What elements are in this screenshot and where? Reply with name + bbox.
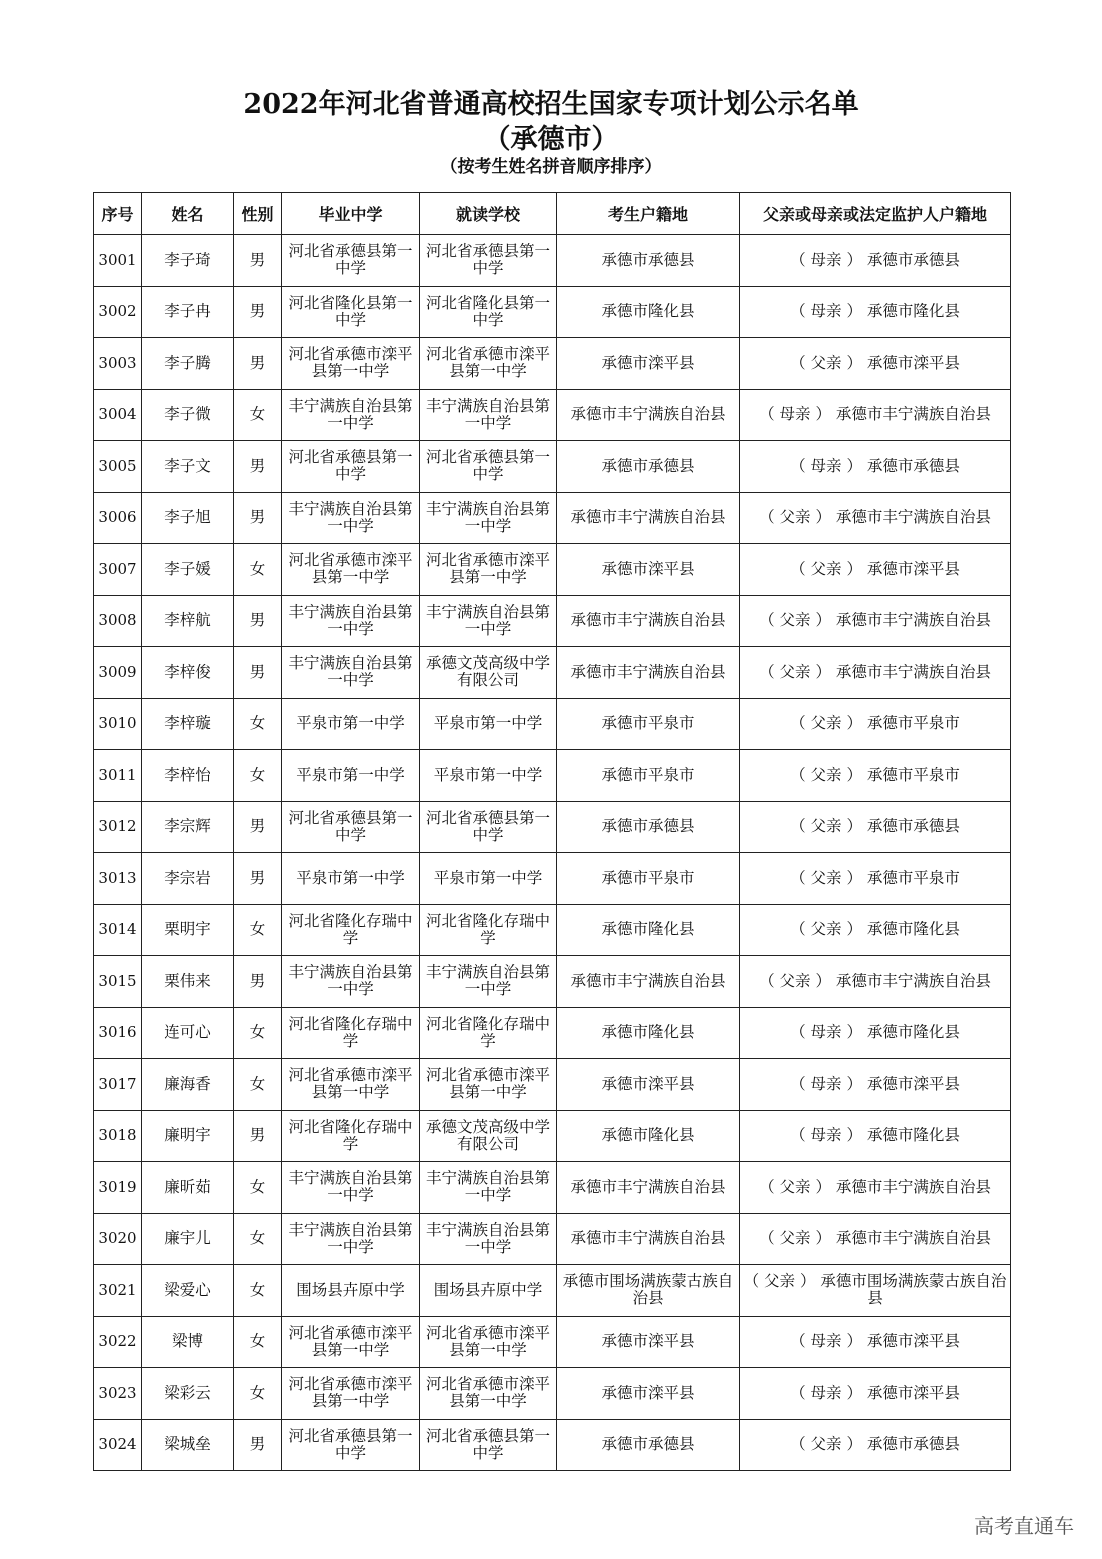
- cell-graduated-school: 平泉市第一中学: [282, 853, 420, 905]
- cell-seq: 3018: [94, 1110, 142, 1162]
- cell-graduated-school: 河北省隆化县第一中学: [282, 286, 420, 338]
- cell-seq: 3002: [94, 286, 142, 338]
- cell-seq: 3010: [94, 698, 142, 750]
- cell-graduated-school: 河北省隆化存瑞中学: [282, 904, 420, 956]
- cell-seq: 3019: [94, 1162, 142, 1214]
- cell-gender: 男: [234, 647, 282, 699]
- cell-parent-residence: （ 父亲 ） 承德市承德县: [740, 1419, 1011, 1471]
- cell-graduated-school: 平泉市第一中学: [282, 698, 420, 750]
- cell-graduated-school: 丰宁满族自治县第一中学: [282, 389, 420, 441]
- cell-parent-residence: （ 母亲 ） 承德市滦平县: [740, 1316, 1011, 1368]
- cell-parent-residence: （ 父亲 ） 承德市丰宁满族自治县: [740, 492, 1011, 544]
- cell-gender: 男: [234, 595, 282, 647]
- table-row: [94, 595, 1011, 647]
- cell-name: 李子琦: [142, 235, 234, 287]
- table-row: [94, 1419, 1011, 1471]
- cell-graduated-school: 平泉市第一中学: [282, 750, 420, 802]
- header-seq: 序号: [94, 193, 142, 235]
- table-row: [94, 338, 1011, 390]
- cell-student-residence: 承德市隆化县: [557, 904, 740, 956]
- cell-student-residence: 承德市丰宁满族自治县: [557, 595, 740, 647]
- table-row: [94, 492, 1011, 544]
- cell-gender: 女: [234, 904, 282, 956]
- cell-seq: 3015: [94, 956, 142, 1008]
- cell-student-residence: 承德市丰宁满族自治县: [557, 956, 740, 1008]
- cell-name: 李子旭: [142, 492, 234, 544]
- cell-parent-residence: （ 母亲 ） 承德市隆化县: [740, 1110, 1011, 1162]
- cell-parent-residence: （ 母亲 ） 承德市滦平县: [740, 1368, 1011, 1420]
- cell-parent-residence: （ 父亲 ） 承德市平泉市: [740, 698, 1011, 750]
- cell-graduated-school: 围场县卉原中学: [282, 1265, 420, 1317]
- cell-student-residence: 承德市隆化县: [557, 286, 740, 338]
- cell-name: 栗明宇: [142, 904, 234, 956]
- header-current-school: 就读学校: [420, 193, 557, 235]
- header-name: 姓名: [142, 193, 234, 235]
- table-row: [94, 647, 1011, 699]
- cell-gender: 女: [234, 698, 282, 750]
- cell-gender: 女: [234, 1316, 282, 1368]
- cell-name: 李宗岩: [142, 853, 234, 905]
- cell-seq: 3017: [94, 1059, 142, 1111]
- cell-seq: 3020: [94, 1213, 142, 1265]
- cell-seq: 3011: [94, 750, 142, 802]
- cell-seq: 3004: [94, 389, 142, 441]
- cell-student-residence: 承德市承德县: [557, 235, 740, 287]
- cell-seq: 3024: [94, 1419, 142, 1471]
- cell-gender: 男: [234, 1110, 282, 1162]
- cell-gender: 女: [234, 750, 282, 802]
- cell-seq: 3006: [94, 492, 142, 544]
- cell-gender: 男: [234, 492, 282, 544]
- cell-gender: 男: [234, 801, 282, 853]
- cell-student-residence: 承德市隆化县: [557, 1007, 740, 1059]
- cell-parent-residence: （ 父亲 ） 承德市平泉市: [740, 853, 1011, 905]
- cell-parent-residence: （ 父亲 ） 承德市丰宁满族自治县: [740, 956, 1011, 1008]
- cell-current-school: 河北省承德县第一中学: [420, 1419, 557, 1471]
- roster-table: [93, 192, 1011, 1471]
- cell-current-school: 丰宁满族自治县第一中学: [420, 956, 557, 1008]
- cell-parent-residence: （ 父亲 ） 承德市丰宁满族自治县: [740, 595, 1011, 647]
- cell-student-residence: 承德市丰宁满族自治县: [557, 389, 740, 441]
- cell-graduated-school: 河北省承德市滦平县第一中学: [282, 338, 420, 390]
- cell-student-residence: 承德市隆化县: [557, 1110, 740, 1162]
- cell-gender: 女: [234, 1265, 282, 1317]
- cell-graduated-school: 河北省承德县第一中学: [282, 235, 420, 287]
- cell-name: 李梓怡: [142, 750, 234, 802]
- cell-student-residence: 承德市滦平县: [557, 1059, 740, 1111]
- table-row: [94, 801, 1011, 853]
- cell-gender: 女: [234, 1162, 282, 1214]
- cell-parent-residence: （ 父亲 ） 承德市滦平县: [740, 544, 1011, 596]
- cell-current-school: 丰宁满族自治县第一中学: [420, 1162, 557, 1214]
- cell-gender: 女: [234, 1007, 282, 1059]
- cell-gender: 女: [234, 1059, 282, 1111]
- cell-current-school: 河北省承德市滦平县第一中学: [420, 338, 557, 390]
- cell-seq: 3022: [94, 1316, 142, 1368]
- cell-current-school: 河北省承德市滦平县第一中学: [420, 1316, 557, 1368]
- cell-gender: 女: [234, 544, 282, 596]
- cell-current-school: 河北省隆化存瑞中学: [420, 1007, 557, 1059]
- cell-student-residence: 承德市平泉市: [557, 750, 740, 802]
- watermark: 高考直通车: [974, 1514, 1074, 1538]
- cell-seq: 3016: [94, 1007, 142, 1059]
- cell-graduated-school: 河北省隆化存瑞中学: [282, 1007, 420, 1059]
- cell-student-residence: 承德市承德县: [557, 801, 740, 853]
- table-row: [94, 1110, 1011, 1162]
- cell-gender: 女: [234, 1368, 282, 1420]
- cell-seq: 3014: [94, 904, 142, 956]
- cell-student-residence: 承德市滦平县: [557, 544, 740, 596]
- cell-parent-residence: （ 父亲 ） 承德市丰宁满族自治县: [740, 1162, 1011, 1214]
- table-row: [94, 441, 1011, 493]
- cell-parent-residence: （ 父亲 ） 承德市滦平县: [740, 338, 1011, 390]
- table-row: [94, 544, 1011, 596]
- cell-name: 李梓航: [142, 595, 234, 647]
- table-row: [94, 286, 1011, 338]
- cell-current-school: 丰宁满族自治县第一中学: [420, 389, 557, 441]
- table-row: [94, 1059, 1011, 1111]
- cell-graduated-school: 丰宁满族自治县第一中学: [282, 1213, 420, 1265]
- cell-graduated-school: 丰宁满族自治县第一中学: [282, 1162, 420, 1214]
- cell-seq: 3008: [94, 595, 142, 647]
- page-subtitle: （承德市）: [483, 124, 619, 155]
- cell-current-school: 丰宁满族自治县第一中学: [420, 492, 557, 544]
- cell-graduated-school: 丰宁满族自治县第一中学: [282, 492, 420, 544]
- cell-student-residence: 承德市丰宁满族自治县: [557, 647, 740, 699]
- cell-name: 李宗辉: [142, 801, 234, 853]
- cell-graduated-school: 河北省承德县第一中学: [282, 1419, 420, 1471]
- page-title: 2022年河北省普通高校招生国家专项计划公示名单: [243, 89, 859, 120]
- cell-current-school: 河北省承德市滦平县第一中学: [420, 544, 557, 596]
- cell-name: 连可心: [142, 1007, 234, 1059]
- cell-parent-residence: （ 母亲 ） 承德市隆化县: [740, 286, 1011, 338]
- table-row: [94, 904, 1011, 956]
- cell-name: 李子媛: [142, 544, 234, 596]
- cell-graduated-school: 河北省承德市滦平县第一中学: [282, 1059, 420, 1111]
- cell-name: 李子冉: [142, 286, 234, 338]
- cell-graduated-school: 河北省承德市滦平县第一中学: [282, 544, 420, 596]
- cell-current-school: 河北省承德县第一中学: [420, 235, 557, 287]
- table-row: [94, 1213, 1011, 1265]
- cell-gender: 男: [234, 1419, 282, 1471]
- header-student-residence: 考生户籍地: [557, 193, 740, 235]
- cell-graduated-school: 河北省承德市滦平县第一中学: [282, 1368, 420, 1420]
- cell-gender: 男: [234, 956, 282, 1008]
- cell-current-school: 河北省承德县第一中学: [420, 441, 557, 493]
- cell-name: 梁彩云: [142, 1368, 234, 1420]
- cell-student-residence: 承德市丰宁满族自治县: [557, 492, 740, 544]
- table-row: [94, 1316, 1011, 1368]
- cell-current-school: 河北省承德市滦平县第一中学: [420, 1368, 557, 1420]
- cell-current-school: 河北省承德县第一中学: [420, 801, 557, 853]
- table-row: [94, 389, 1011, 441]
- table-row: [94, 1265, 1011, 1317]
- cell-current-school: 河北省隆化存瑞中学: [420, 904, 557, 956]
- cell-seq: 3009: [94, 647, 142, 699]
- table-row: [94, 956, 1011, 1008]
- cell-gender: 女: [234, 1213, 282, 1265]
- cell-parent-residence: （ 父亲 ） 承德市隆化县: [740, 904, 1011, 956]
- cell-gender: 男: [234, 286, 282, 338]
- cell-parent-residence: （ 父亲 ） 承德市丰宁满族自治县: [740, 1213, 1011, 1265]
- cell-parent-residence: （ 母亲 ） 承德市承德县: [740, 235, 1011, 287]
- header-gender: 性别: [234, 193, 282, 235]
- cell-seq: 3023: [94, 1368, 142, 1420]
- table-row: [94, 750, 1011, 802]
- cell-gender: 男: [234, 441, 282, 493]
- cell-name: 廉海香: [142, 1059, 234, 1111]
- header-parent-residence: 父亲或母亲或法定监护人户籍地: [740, 193, 1011, 235]
- cell-graduated-school: 河北省承德县第一中学: [282, 441, 420, 493]
- cell-graduated-school: 丰宁满族自治县第一中学: [282, 647, 420, 699]
- table-row: [94, 853, 1011, 905]
- cell-seq: 3007: [94, 544, 142, 596]
- cell-name: 李子微: [142, 389, 234, 441]
- cell-student-residence: 承德市承德县: [557, 441, 740, 493]
- cell-student-residence: 承德市承德县: [557, 1419, 740, 1471]
- cell-seq: 3021: [94, 1265, 142, 1317]
- header-graduated-school: 毕业中学: [282, 193, 420, 235]
- cell-parent-residence: （ 母亲 ） 承德市隆化县: [740, 1007, 1011, 1059]
- cell-gender: 男: [234, 853, 282, 905]
- cell-parent-residence: （ 母亲 ） 承德市丰宁满族自治县: [740, 389, 1011, 441]
- cell-name: 李子腾: [142, 338, 234, 390]
- cell-current-school: 平泉市第一中学: [420, 853, 557, 905]
- cell-graduated-school: 丰宁满族自治县第一中学: [282, 956, 420, 1008]
- cell-seq: 3012: [94, 801, 142, 853]
- cell-current-school: 承德文茂高级中学有限公司: [420, 647, 557, 699]
- table-row: [94, 235, 1011, 287]
- cell-name: 廉昕茹: [142, 1162, 234, 1214]
- cell-seq: 3003: [94, 338, 142, 390]
- cell-student-residence: 承德市丰宁满族自治县: [557, 1213, 740, 1265]
- cell-name: 李子文: [142, 441, 234, 493]
- cell-graduated-school: 河北省隆化存瑞中学: [282, 1110, 420, 1162]
- cell-student-residence: 承德市滦平县: [557, 338, 740, 390]
- cell-gender: 男: [234, 338, 282, 390]
- cell-current-school: 河北省承德市滦平县第一中学: [420, 1059, 557, 1111]
- cell-parent-residence: （ 父亲 ） 承德市承德县: [740, 801, 1011, 853]
- cell-parent-residence: （ 父亲 ） 承德市围场满族蒙古族自治县: [740, 1265, 1011, 1317]
- cell-gender: 男: [234, 235, 282, 287]
- cell-seq: 3005: [94, 441, 142, 493]
- cell-name: 梁博: [142, 1316, 234, 1368]
- cell-name: 廉明宇: [142, 1110, 234, 1162]
- table-row: [94, 698, 1011, 750]
- table-header-row: [94, 193, 1011, 235]
- cell-student-residence: 承德市丰宁满族自治县: [557, 1162, 740, 1214]
- table-row: [94, 1162, 1011, 1214]
- cell-name: 梁爱心: [142, 1265, 234, 1317]
- table-row: [94, 1368, 1011, 1420]
- cell-name: 廉宇儿: [142, 1213, 234, 1265]
- cell-name: 李梓璇: [142, 698, 234, 750]
- cell-seq: 3001: [94, 235, 142, 287]
- cell-student-residence: 承德市滦平县: [557, 1368, 740, 1420]
- cell-current-school: 平泉市第一中学: [420, 698, 557, 750]
- cell-parent-residence: （ 父亲 ） 承德市丰宁满族自治县: [740, 647, 1011, 699]
- cell-student-residence: 承德市滦平县: [557, 1316, 740, 1368]
- cell-name: 栗伟来: [142, 956, 234, 1008]
- cell-current-school: 围场县卉原中学: [420, 1265, 557, 1317]
- cell-current-school: 丰宁满族自治县第一中学: [420, 595, 557, 647]
- cell-current-school: 承德文茂高级中学有限公司: [420, 1110, 557, 1162]
- cell-current-school: 平泉市第一中学: [420, 750, 557, 802]
- cell-student-residence: 承德市围场满族蒙古族自治县: [557, 1265, 740, 1317]
- cell-parent-residence: （ 父亲 ） 承德市平泉市: [740, 750, 1011, 802]
- cell-parent-residence: （ 母亲 ） 承德市滦平县: [740, 1059, 1011, 1111]
- cell-seq: 3013: [94, 853, 142, 905]
- cell-graduated-school: 河北省承德市滦平县第一中学: [282, 1316, 420, 1368]
- cell-graduated-school: 丰宁满族自治县第一中学: [282, 595, 420, 647]
- cell-gender: 女: [234, 389, 282, 441]
- cell-name: 梁城垒: [142, 1419, 234, 1471]
- table-row: [94, 1007, 1011, 1059]
- sort-note: （按考生姓名拼音顺序排序）: [440, 157, 662, 177]
- cell-current-school: 丰宁满族自治县第一中学: [420, 1213, 557, 1265]
- cell-parent-residence: （ 母亲 ） 承德市承德县: [740, 441, 1011, 493]
- cell-student-residence: 承德市平泉市: [557, 853, 740, 905]
- cell-student-residence: 承德市平泉市: [557, 698, 740, 750]
- cell-graduated-school: 河北省承德县第一中学: [282, 801, 420, 853]
- table-body: [94, 235, 1011, 1471]
- cell-current-school: 河北省隆化县第一中学: [420, 286, 557, 338]
- cell-name: 李梓俊: [142, 647, 234, 699]
